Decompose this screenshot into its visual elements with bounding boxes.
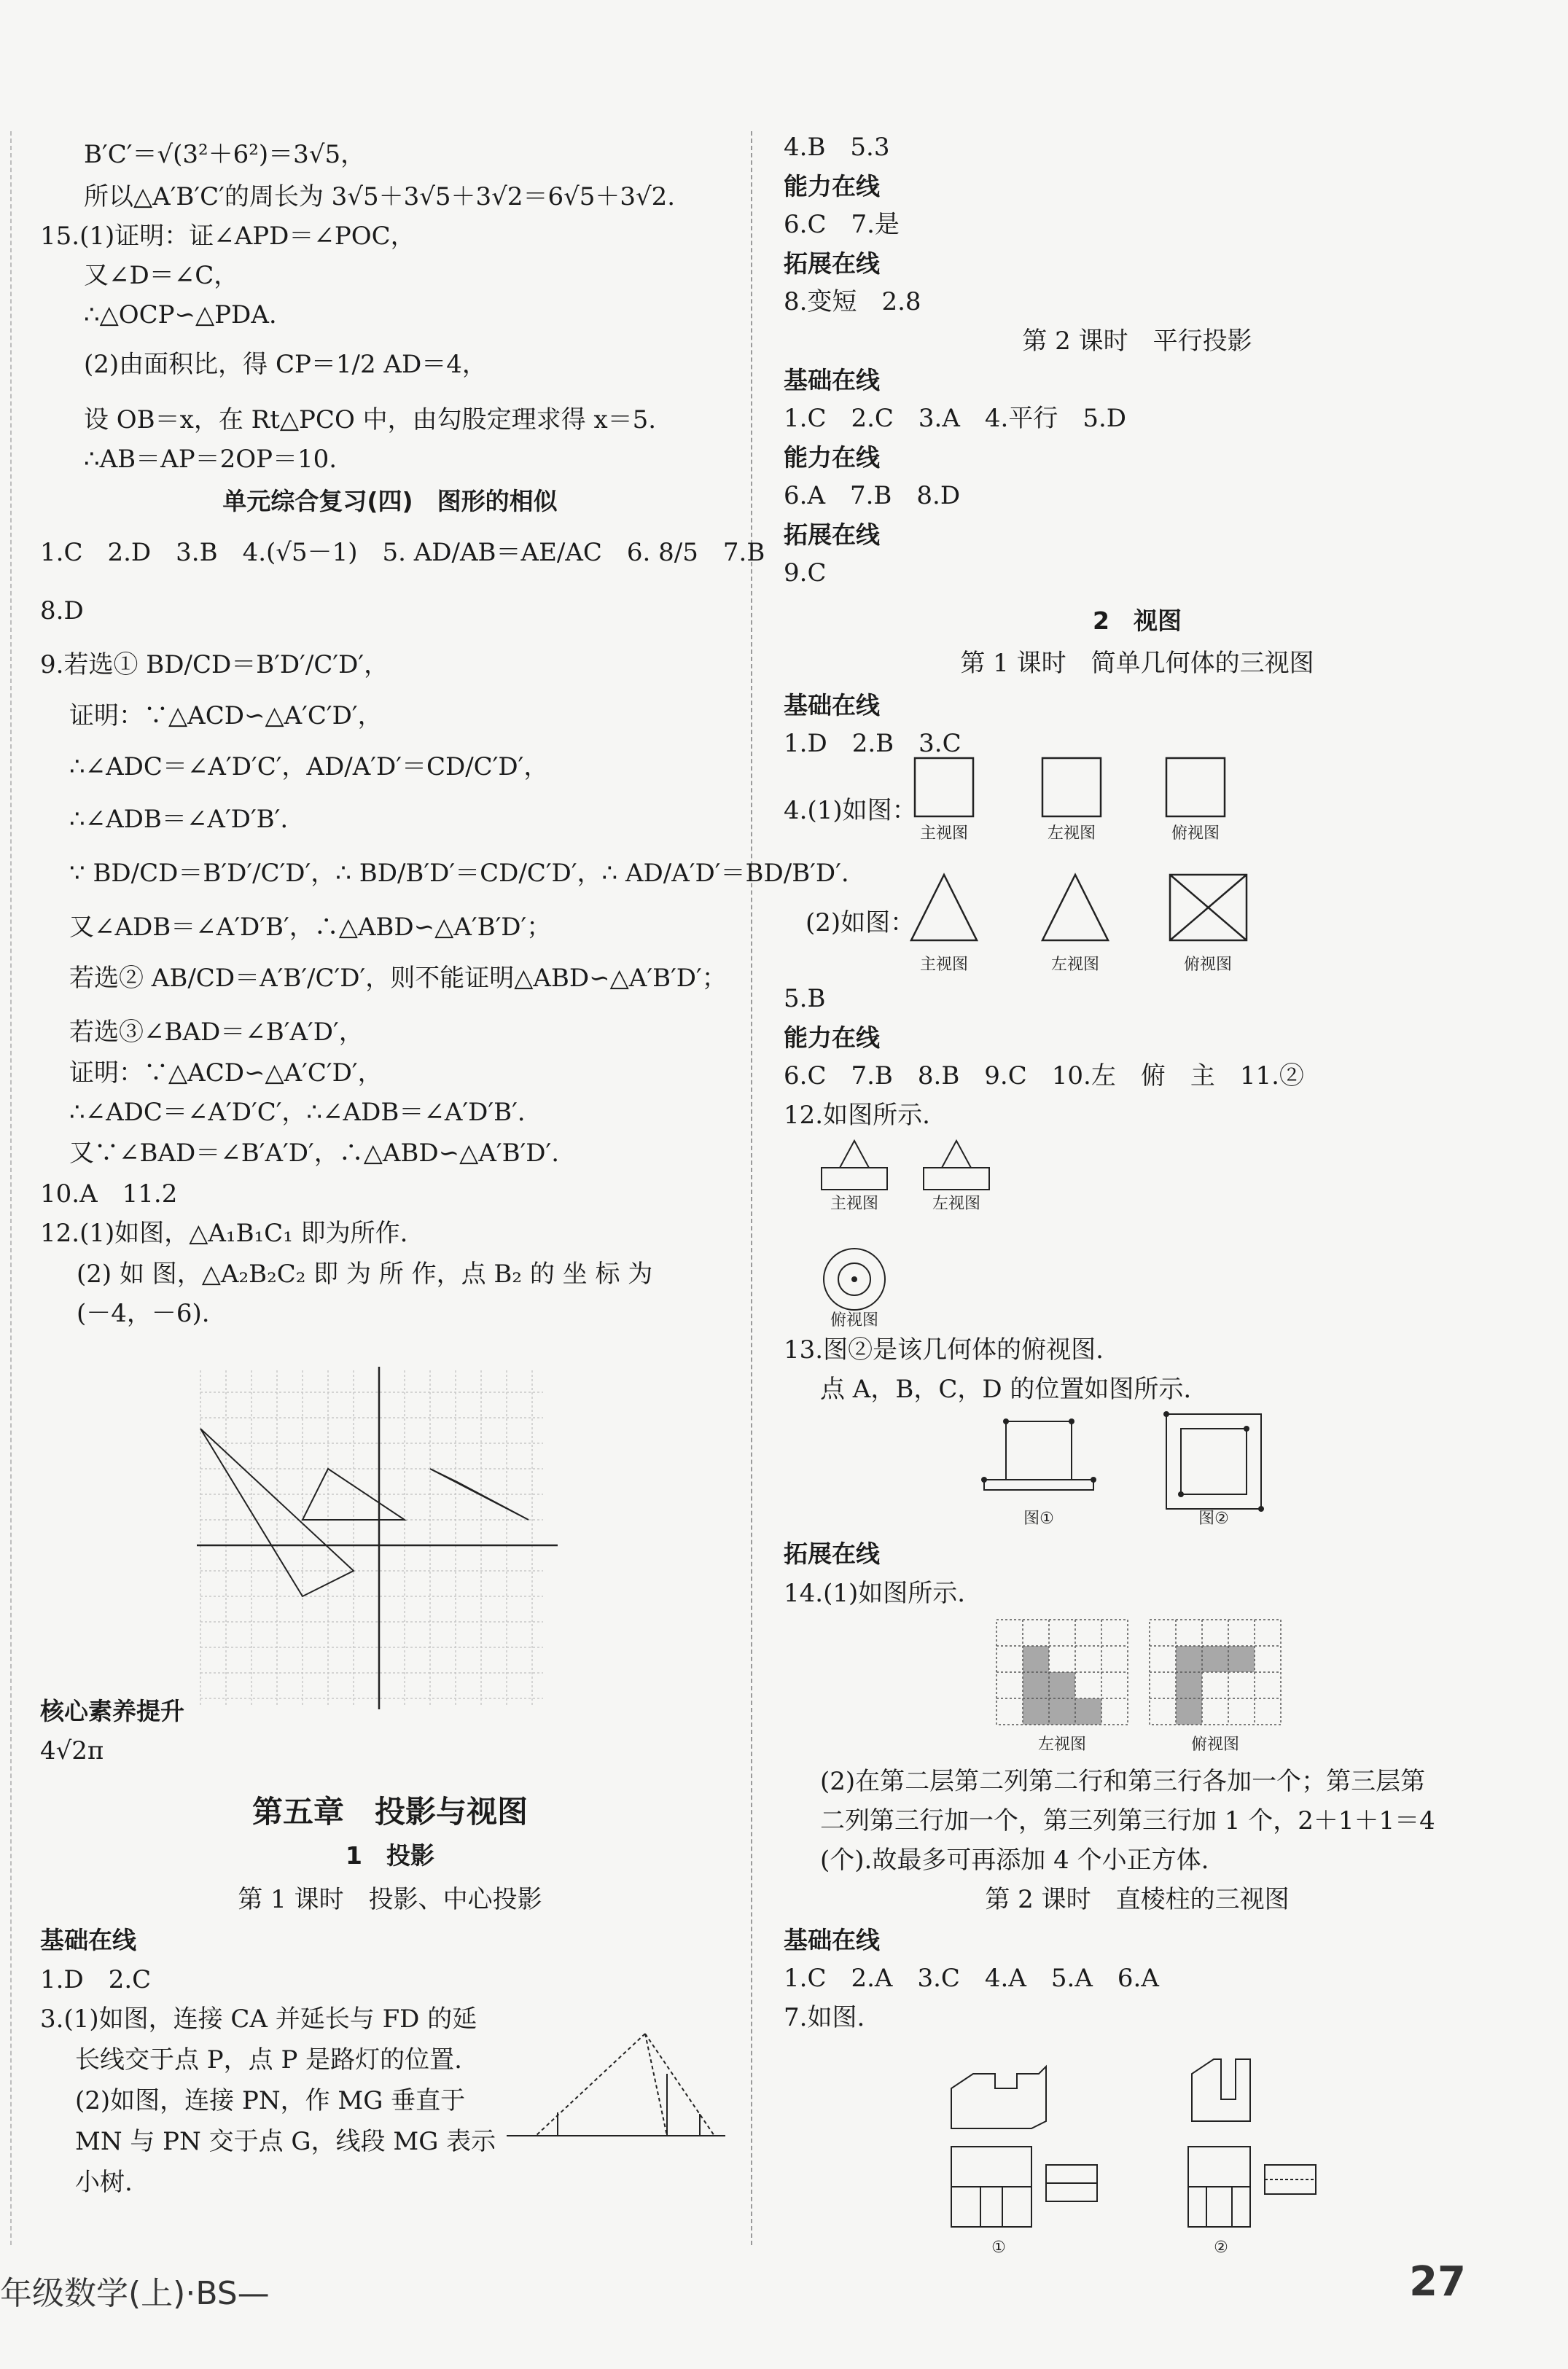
text-line: 若选② AB/CD＝A′B′/C′D′，则不能证明△ABD∽△A′B′D′； xyxy=(69,964,727,993)
caption-left-view: 左视图 xyxy=(1050,956,1100,974)
text-line: 若选③∠BAD＝∠B′A′D′， xyxy=(69,1018,364,1047)
section-heading: 基础在线 xyxy=(784,1926,880,1954)
text-line: 7.如图. xyxy=(784,2003,865,2032)
text-line: (2)由面积比，得 CP＝1/2 AD＝4， xyxy=(84,350,487,379)
text-line: 3.(1)如图，连接 CA 并延长与 FD 的延 xyxy=(40,2005,477,2034)
text-line: 又∠ADB＝∠A′D′B′，∴△ABD∽△A′B′D′； xyxy=(69,913,552,942)
text-line: 12.如图所示. xyxy=(784,1101,930,1130)
text-line: 1.D 2.C xyxy=(40,1965,152,1994)
page-number: 27 xyxy=(1409,2258,1466,2306)
text-line: 点 A，B，C，D 的位置如图所示. xyxy=(820,1375,1192,1404)
caption-top-view: 俯视图 xyxy=(1183,956,1233,974)
lesson-heading: 第 2 课时 直棱柱的三视图 xyxy=(985,1885,1290,1914)
column-divider xyxy=(751,131,752,2245)
text-line: 1.C 2.C 3.A 4.平行 5.D xyxy=(784,404,1127,433)
text-line: 证明：∵△ACD∽△A′C′D′， xyxy=(69,701,383,730)
text-line: 1.C 2.D 3.B 4.(√5－1) 5. AD/AB＝AE/AC 6. 8/5 7.B xyxy=(40,538,765,567)
grid-lines xyxy=(200,1370,543,1706)
section-heading: 拓展在线 xyxy=(784,1539,880,1568)
caption-top-view: 俯视图 xyxy=(1190,1736,1240,1754)
text-line: ∴AB＝AP＝2OP＝10. xyxy=(84,445,338,474)
text-line: 又∠D＝∠C， xyxy=(84,261,239,290)
text-line: 9.若选① BD/CD＝B′D′/C′D′， xyxy=(40,650,389,679)
question13-figures xyxy=(966,1407,1301,1531)
lamp-three-views xyxy=(813,1137,1031,1327)
caption-main-view: 主视图 xyxy=(919,956,969,974)
text-line: 6.A 7.B 8.D xyxy=(784,481,961,510)
text-line: 13.图②是该几何体的俯视图. xyxy=(784,1335,1104,1365)
chapter-heading: 第五章 投影与视图 xyxy=(251,1794,528,1830)
text-line: ∵ BD/CD＝B′D′/C′D′，∴ BD/B′D′＝CD/C′D′，∴ AD/A′D′＝BD/B′D′. xyxy=(69,859,849,888)
section-heading: 能力在线 xyxy=(784,443,880,472)
text-line: MN 与 PN 交于点 G，线段 MG 表示 xyxy=(75,2127,496,2156)
text-line: ∴∠ADC＝∠A′D′C′，∴∠ADB＝∠A′D′B′. xyxy=(69,1098,526,1127)
text-line: 二列第三行加一个，第三列第三行加 1 个，2＋1＋1＝4 xyxy=(820,1806,1435,1835)
text-line: 14.(1)如图所示. xyxy=(784,1579,966,1608)
text-line: 8.变短 2.8 xyxy=(784,287,921,316)
section-heading: 基础在线 xyxy=(784,366,880,394)
section-heading: 2 视图 xyxy=(1093,606,1182,635)
text-line: ∴△OCP∽△PDA. xyxy=(84,300,277,329)
caption-left-view: 左视图 xyxy=(1047,824,1096,843)
text-line: 4.B 5.3 xyxy=(784,133,890,162)
text-line: ∴∠ADB＝∠A′D′B′. xyxy=(69,805,289,834)
caption-main-view: 主视图 xyxy=(919,824,969,843)
text-line: (个).故最多可再添加 4 个小正方体. xyxy=(820,1846,1209,1875)
caption-figure-2: ② xyxy=(1214,2239,1228,2257)
text-line: 9.C xyxy=(784,558,827,588)
caption-figure-2: 图② xyxy=(1198,1510,1229,1528)
text-line: 5.B xyxy=(784,984,826,1013)
text-line: 4√2π xyxy=(40,1736,104,1765)
text-line: 15.(1)证明：证∠APD＝∠POC， xyxy=(40,222,416,251)
footer-book-title: 年级数学(上)·BS— xyxy=(0,2275,270,2312)
text-line: 4.(1)如图： xyxy=(784,796,917,825)
text-line: ∴∠ADC＝∠A′D′C′，AD/A′D′＝CD/C′D′， xyxy=(69,752,549,781)
text-line: (2)在第二层第二列第二行和第三行各加一个；第三层第 xyxy=(820,1767,1426,1796)
lesson-heading: 第 2 课时 平行投影 xyxy=(1022,327,1252,356)
pyramid-three-views xyxy=(900,860,1323,984)
caption-left-view: 左视图 xyxy=(1037,1736,1087,1754)
text-line: 长线交于点 P，点 P 是路灯的位置. xyxy=(75,2045,462,2075)
section-heading: 能力在线 xyxy=(784,172,880,200)
text-line: 6.C 7.B 8.B 9.C 10.左 俯 主 11.② xyxy=(784,1061,1304,1090)
text-line: (2) 如 图，△A₂B₂C₂ 即 为 所 作，点 B₂ 的 坐 标 为 xyxy=(77,1260,653,1289)
text-line: (2)如图，连接 PN，作 MG 垂直于 xyxy=(75,2086,466,2115)
lesson-heading: 第 1 课时 投影、中心投影 xyxy=(238,1885,542,1914)
prism-views-figure xyxy=(944,2048,1367,2369)
section-heading: 1 投影 xyxy=(346,1841,434,1870)
text-line: (－4，－6). xyxy=(77,1299,210,1328)
text-line: B′C′＝√(3²＋6²)＝3√5， xyxy=(84,140,366,169)
section-heading: 能力在线 xyxy=(784,1023,880,1052)
section-heading: 拓展在线 xyxy=(784,520,880,549)
text-line: 8.D xyxy=(40,596,84,625)
coordinate-grid-figure xyxy=(193,1363,601,1728)
question14-grid-views xyxy=(995,1618,1301,1757)
section-heading: 基础在线 xyxy=(40,1926,136,1954)
text-line: (2)如图： xyxy=(806,908,916,937)
text-line: 小树. xyxy=(75,2168,133,2197)
text-line: 设 OB＝x，在 Rt△PCO 中，由勾股定理求得 x＝5. xyxy=(84,405,657,434)
text-line: 又∵∠BAD＝∠B′A′D′，∴△ABD∽△A′B′D′. xyxy=(69,1139,560,1168)
section-heading: 单元综合复习(四) 图形的相似 xyxy=(222,487,558,515)
text-line: 6.C 7.是 xyxy=(784,210,900,239)
text-line: 所以△A′B′C′的周长为 3√5＋3√5＋3√2＝6√5＋3√2. xyxy=(84,182,676,211)
section-heading: 拓展在线 xyxy=(784,249,880,278)
cube-three-views xyxy=(900,751,1308,860)
text-line: 1.C 2.A 3.C 4.A 5.A 6.A xyxy=(784,1964,1159,1993)
caption-figure-1: ① xyxy=(991,2239,1006,2257)
caption-main-view: 主视图 xyxy=(830,1195,879,1213)
caption-top-view: 俯视图 xyxy=(1171,824,1220,843)
caption-left-view: 左视图 xyxy=(932,1195,981,1213)
street-light-figure xyxy=(499,2026,733,2158)
text-line: 1.D 2.B 3.C xyxy=(784,729,962,758)
left-margin-rule xyxy=(10,131,12,2245)
lesson-heading: 第 1 课时 简单几何体的三视图 xyxy=(960,649,1314,678)
section-heading: 核心素养提升 xyxy=(40,1697,184,1725)
caption-figure-1: 图① xyxy=(1023,1510,1054,1528)
text-line: 10.A 11.2 xyxy=(40,1179,178,1209)
section-heading: 基础在线 xyxy=(784,691,880,719)
text-line: 12.(1)如图，△A₁B₁C₁ 即为所作. xyxy=(40,1219,408,1248)
text-line: 证明：∵△ACD∽△A′C′D′， xyxy=(69,1058,383,1088)
caption-top-view: 俯视图 xyxy=(830,1311,879,1327)
